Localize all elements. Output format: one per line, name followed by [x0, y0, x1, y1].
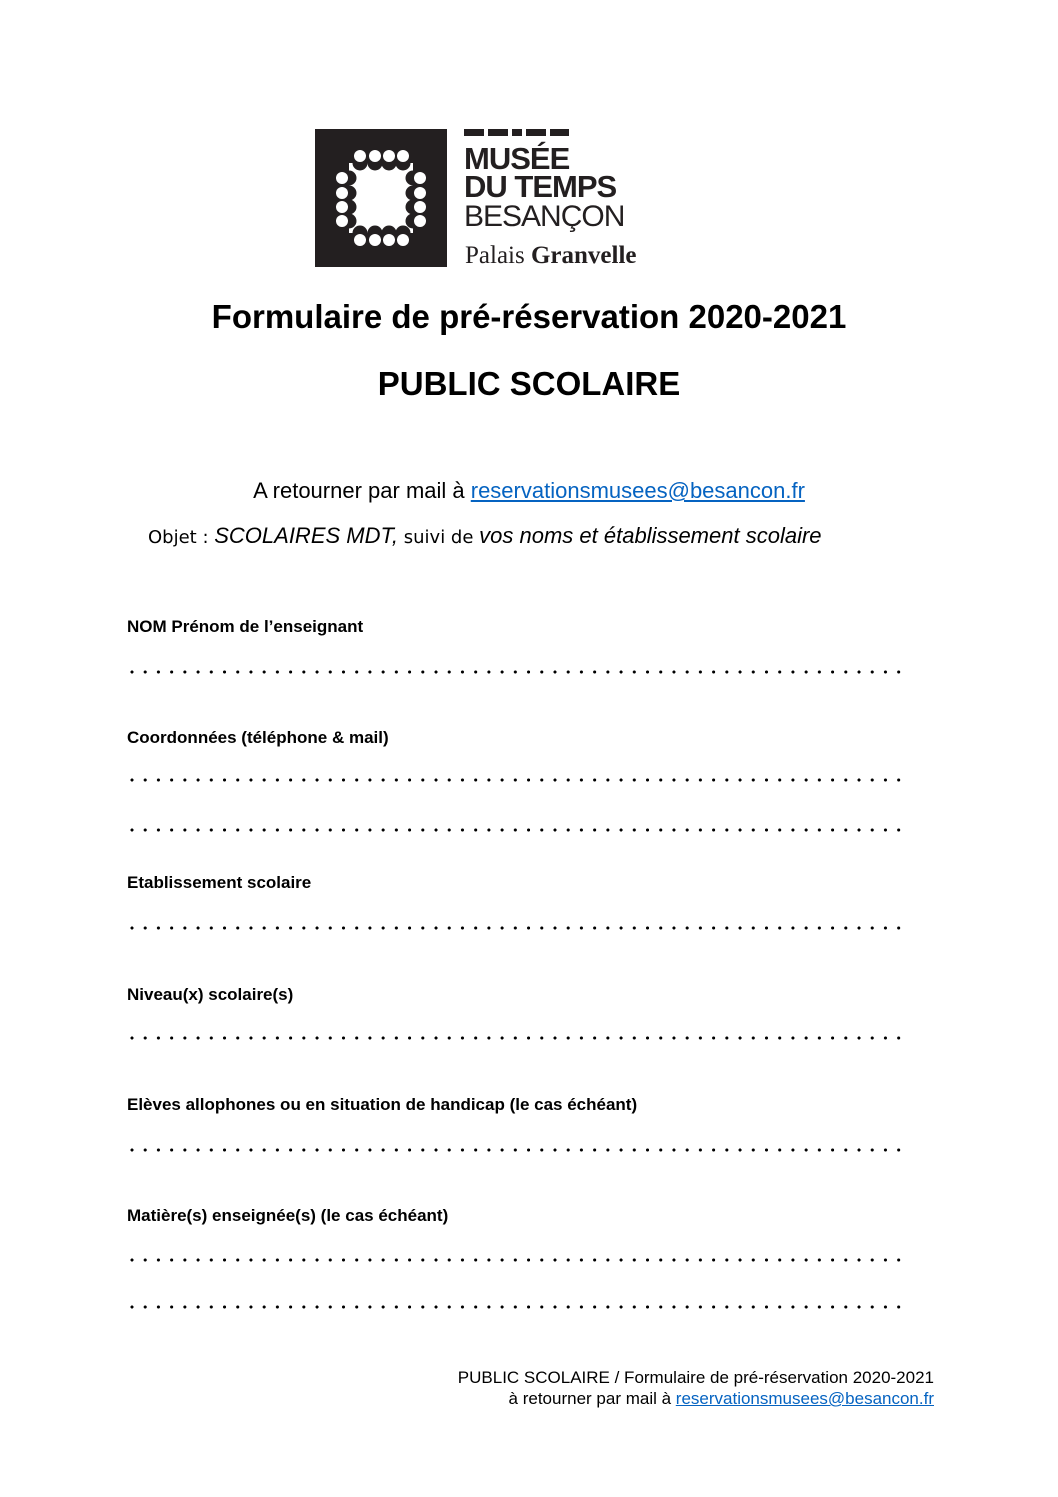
object-detail: vos noms et établissement scolaire	[479, 523, 822, 548]
logo-line-besancon: BESANÇON	[464, 200, 625, 233]
page-footer	[458, 1367, 934, 1409]
field-label-contact: Coordonnées (téléphone & mail)	[127, 728, 389, 747]
field-label-school: Etablissement scolaire	[127, 873, 312, 892]
send-prefix: A retourner par mail à	[253, 478, 471, 503]
email-link[interactable]: reservationsmusees@besancon.fr	[470, 478, 805, 503]
footer-line-1: PUBLIC SCOLAIRE / Formulaire de pré-réservation 2020-2021	[457, 1368, 934, 1387]
logo-palais-word: Palais	[465, 242, 531, 269]
subjects-fill-line[interactable]	[130, 1258, 910, 1262]
field-label-level: Niveau(x) scolaire(s)	[127, 985, 294, 1004]
logo-granvelle-word: Granvelle	[530, 242, 637, 269]
object-line	[148, 523, 822, 549]
special-needs-fill-line[interactable]	[130, 1148, 910, 1152]
logo-line-palais	[465, 242, 637, 270]
teacher-name-fill-line[interactable]	[130, 670, 910, 674]
level-fill-line[interactable]	[130, 1036, 910, 1040]
school-fill-line[interactable]	[130, 926, 910, 930]
logo-emblem	[315, 129, 447, 267]
subjects-fill-line-2[interactable]	[130, 1305, 910, 1309]
footer-prefix: à retourner par mail à	[508, 1389, 676, 1408]
page-subtitle: PUBLIC SCOLAIRE	[377, 365, 681, 402]
field-label-special-needs: Elèves allophones ou en situation de handicap (le cas échéant)	[127, 1095, 638, 1114]
object-middle: suivi de	[398, 527, 480, 548]
field-label-subjects: Matière(s) enseignée(s) (le cas échéant)	[127, 1206, 449, 1225]
contact-fill-line[interactable]	[130, 778, 910, 782]
contact-fill-line-2[interactable]	[130, 828, 910, 832]
page-title: Formulaire de pré-réservation 2020-2021	[211, 298, 847, 335]
footer-line-2	[458, 1388, 934, 1409]
field-label-teacher-name: NOM Prénom de l’enseignant	[127, 617, 364, 636]
logo-bars	[464, 129, 569, 137]
object-subject: SCOLAIRES MDT,	[214, 523, 399, 548]
logo-line-musee: MUSÉE	[464, 141, 570, 176]
museum-logo	[315, 129, 655, 269]
object-label: Objet :	[148, 527, 215, 548]
footer-email-link[interactable]: reservationsmusees@besancon.fr	[675, 1389, 934, 1408]
logo-line-du-temps: DU TEMPS	[464, 169, 617, 204]
send-instructions	[0, 478, 1058, 504]
